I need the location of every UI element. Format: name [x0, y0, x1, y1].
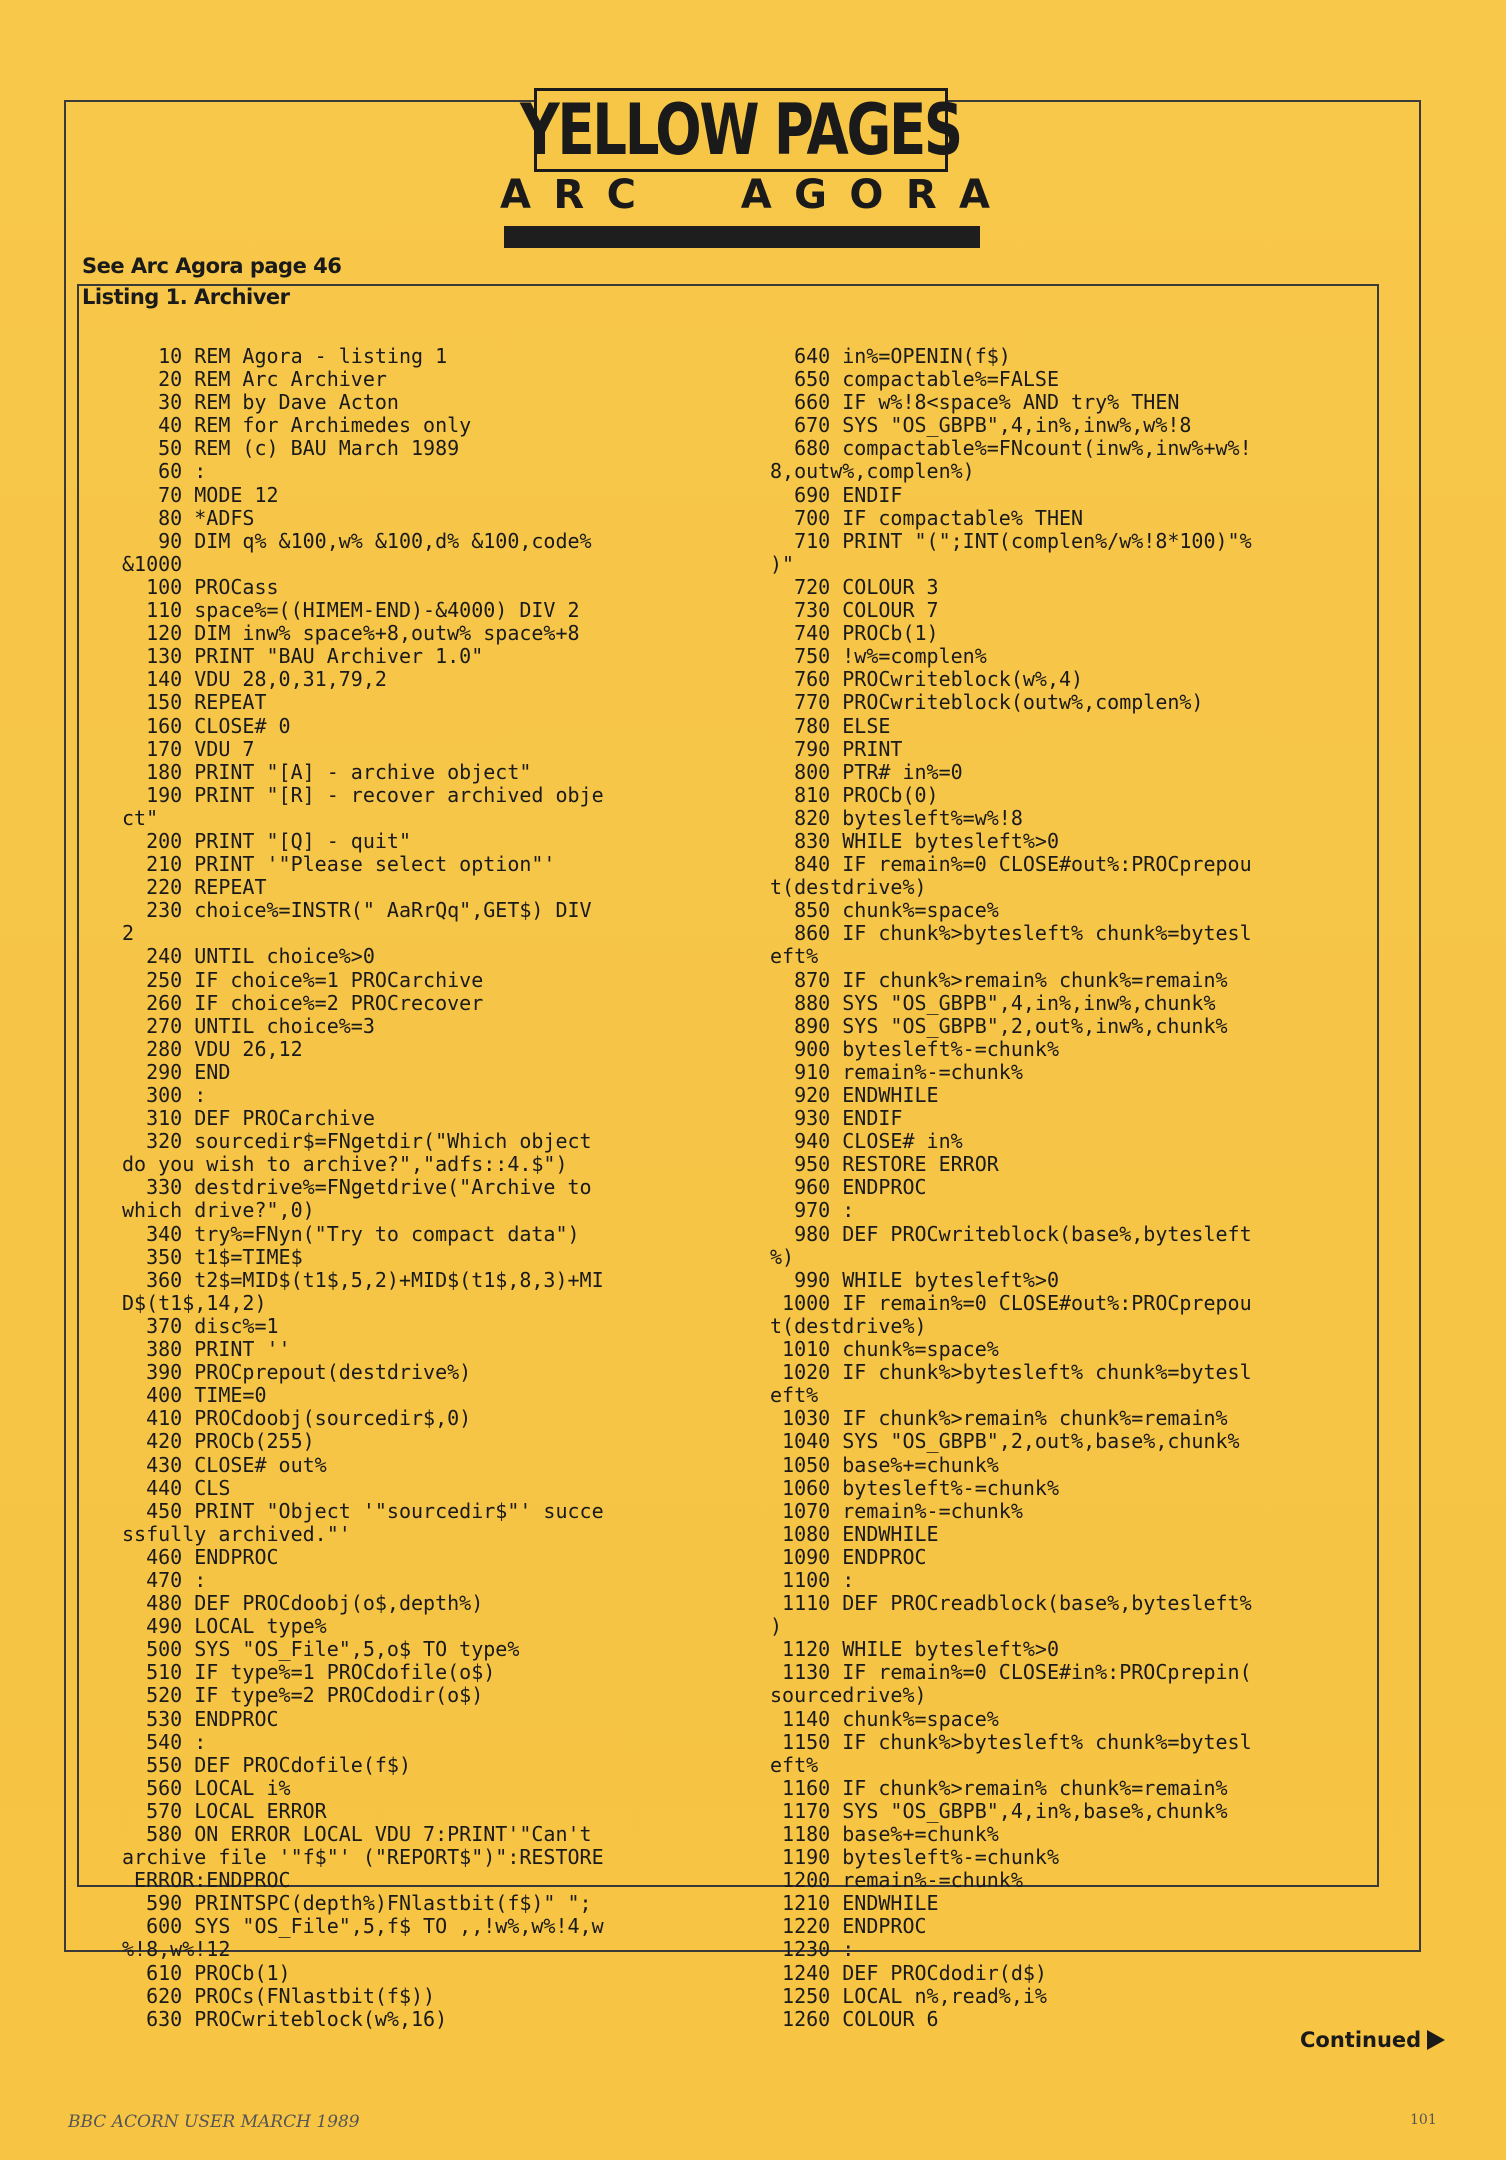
code-line: 740 PROCb(1): [770, 621, 939, 646]
masthead-title: YELLOW PAGES: [520, 89, 962, 171]
code-line: 390 PROCprepout(destdrive%): [122, 1360, 472, 1385]
code-line: 850 chunk%=space%: [770, 898, 999, 923]
code-line: 120 DIM inw% space%+8,outw% space%+8: [122, 621, 580, 646]
code-line: &1000: [122, 551, 183, 576]
code-line: 810 PROCb(0): [770, 782, 939, 807]
code-line: 630 PROCwriteblock(w%,16): [122, 2006, 448, 2031]
code-line: 620 PROCs(FNlastbit(f$)): [122, 1983, 436, 2008]
code-line: 1000 IF remain%=0 CLOSE#out%:PROCprepou: [770, 1290, 1252, 1315]
section-letter: R: [905, 172, 937, 218]
code-line: 1020 IF chunk%>bytesleft% chunk%=bytesl: [770, 1360, 1252, 1385]
code-line: 90 DIM q% &100,w% &100,d% &100,code%: [122, 528, 592, 553]
code-line: 480 DEF PROCdoobj(o$,depth%): [122, 1591, 484, 1616]
code-line: 770 PROCwriteblock(outw%,complen%): [770, 690, 1204, 715]
continued-label: Continued: [1300, 2028, 1422, 2052]
code-line: 1060 bytesleft%-=chunk%: [770, 1475, 1059, 1500]
code-line: 250 IF choice%=1 PROCarchive: [122, 967, 484, 992]
code-line: 320 sourcedir$=FNgetdir("Which object: [122, 1129, 592, 1154]
section-letter: O: [849, 172, 884, 218]
code-line: 540 :: [122, 1729, 207, 1754]
code-line: 70 MODE 12: [122, 482, 279, 507]
code-line: 2: [122, 921, 135, 946]
code-line: 760 PROCwriteblock(w%,4): [770, 667, 1084, 692]
code-line: 820 bytesleft%=w%!8: [770, 805, 1023, 830]
code-line: 1010 chunk%=space%: [770, 1337, 999, 1362]
code-line: 1030 IF chunk%>remain% chunk%=remain%: [770, 1406, 1228, 1431]
code-line: 210 PRINT '"Please select option"': [122, 852, 556, 877]
code-line: 420 PROCb(255): [122, 1429, 315, 1454]
code-line: 330 destdrive%=FNgetdrive("Archive to: [122, 1175, 592, 1200]
code-line: ssfully archived."': [122, 1521, 351, 1546]
code-line: 580 ON ERROR LOCAL VDU 7:PRINT'"Can't: [122, 1822, 592, 1846]
code-line: 160 CLOSE# 0: [122, 713, 291, 738]
code-line: 940 CLOSE# in%: [770, 1129, 963, 1154]
section-letter: A: [959, 172, 990, 218]
code-line: 190 PRINT "[R] - recover archived obje: [122, 782, 604, 807]
code-line: 170 VDU 7: [122, 736, 255, 761]
code-line: 280 VDU 26,12: [122, 1036, 303, 1061]
code-line: archive file '"f$"' ("REPORT$")":RESTORE: [122, 1845, 604, 1870]
code-line: 240 UNTIL choice%>0: [122, 944, 375, 969]
code-line: 1210 ENDWHILE: [770, 1891, 939, 1916]
code-line: 450 PRINT "Object '"sourcedir$"' succe: [122, 1498, 604, 1523]
code-line: 1130 IF remain%=0 CLOSE#in%:PROCprepin(: [770, 1660, 1252, 1685]
code-line: sourcedrive%): [770, 1683, 927, 1708]
header-rule: [504, 226, 980, 248]
code-line: 1140 chunk%=space%: [770, 1706, 999, 1731]
code-line: )": [770, 551, 795, 576]
code-line: 1180 base%+=chunk%: [770, 1822, 999, 1846]
code-line: 600 SYS "OS_File",5,f$ TO ,,!w%,w%!4,w: [122, 1914, 604, 1939]
code-line: D$(t1$,14,2): [122, 1290, 267, 1315]
code-line: eft%: [770, 944, 819, 969]
code-line: 380 PRINT '': [122, 1337, 291, 1362]
code-line: 1070 remain%-=chunk%: [770, 1498, 1023, 1523]
see-reference: See Arc Agora page 46: [82, 254, 342, 278]
code-line: 880 SYS "OS_GBPB",4,in%,inw%,chunk%: [770, 990, 1216, 1015]
code-line: 1160 IF chunk%>remain% chunk%=remain%: [770, 1775, 1228, 1800]
code-line: 490 LOCAL type%: [122, 1614, 327, 1639]
code-line: 830 WHILE bytesleft%>0: [770, 828, 1059, 853]
section-letter: A: [500, 172, 531, 218]
code-line: 790 PRINT: [770, 736, 903, 761]
code-line: 440 CLS: [122, 1475, 231, 1500]
code-line: 1150 IF chunk%>bytesleft% chunk%=bytesl: [770, 1729, 1252, 1754]
code-line: do you wish to archive?","adfs::4.$"): [122, 1152, 568, 1177]
code-line: 150 REPEAT: [122, 690, 267, 715]
code-line: %): [770, 1244, 795, 1269]
code-line: 40 REM for Archimedes only: [122, 413, 472, 438]
listing-title: Listing 1. Archiver: [82, 285, 290, 309]
code-line: 270 UNTIL choice%=3: [122, 1013, 375, 1038]
code-line: ERROR:ENDPROC: [122, 1868, 291, 1893]
code-line: 1190 bytesleft%-=chunk%: [770, 1845, 1059, 1870]
code-line: 800 PTR# in%=0: [770, 759, 963, 784]
code-column-right: [770, 345, 1360, 2031]
code-line: 670 SYS "OS_GBPB",4,in%,inw%,w%!8: [770, 413, 1192, 438]
code-line: 410 PROCdoobj(sourcedir$,0): [122, 1406, 472, 1431]
code-line: 1120 WHILE bytesleft%>0: [770, 1637, 1059, 1662]
code-line: 100 PROCass: [122, 574, 279, 599]
continued-marker: [1300, 2028, 1445, 2052]
code-line: 690 ENDIF: [770, 482, 903, 507]
code-line: 950 RESTORE ERROR: [770, 1152, 999, 1177]
code-line: 60 :: [122, 459, 207, 484]
code-line: 460 ENDPROC: [122, 1544, 279, 1569]
code-line: 80 *ADFS: [122, 505, 255, 530]
code-line: eft%: [770, 1383, 819, 1408]
section-letter: G: [794, 172, 827, 218]
code-line: 840 IF remain%=0 CLOSE#out%:PROCprepou: [770, 852, 1252, 877]
code-line: 350 t1$=TIME$: [122, 1244, 303, 1269]
code-line: 930 ENDIF: [770, 1106, 903, 1131]
code-line: 1250 LOCAL n%,read%,i%: [770, 1983, 1047, 2008]
code-line: 710 PRINT "(";INT(complen%/w%!8*100)"%: [770, 528, 1252, 553]
code-line: 1200 remain%-=chunk%: [770, 1868, 1023, 1893]
code-line: ): [770, 1614, 783, 1639]
footer-publication: BBC ACORN USER MARCH 1989: [68, 2112, 360, 2132]
code-line: 140 VDU 28,0,31,79,2: [122, 667, 387, 692]
code-line: t(destdrive%): [770, 875, 927, 900]
code-line: 530 ENDPROC: [122, 1706, 279, 1731]
code-line: 860 IF chunk%>bytesleft% chunk%=bytesl: [770, 921, 1252, 946]
code-line: 780 ELSE: [770, 713, 891, 738]
code-line: 200 PRINT "[Q] - quit": [122, 828, 411, 853]
code-line: 700 IF compactable% THEN: [770, 505, 1084, 530]
code-line: 300 :: [122, 1083, 207, 1107]
code-line: 550 DEF PROCdofile(f$): [122, 1752, 411, 1777]
code-line: 1100 :: [770, 1567, 855, 1592]
arrow-right-icon: [1427, 2030, 1445, 2050]
section-letter: A: [740, 172, 772, 218]
code-line: 1230 :: [770, 1937, 855, 1962]
code-line: 990 WHILE bytesleft%>0: [770, 1267, 1059, 1292]
code-line: 370 disc%=1: [122, 1313, 279, 1338]
code-line: 30 REM by Dave Acton: [122, 390, 399, 415]
section-letter: C: [606, 172, 636, 218]
code-line: 230 choice%=INSTR(" AaRrQq",GET$) DIV: [122, 898, 592, 923]
code-line: 360 t2$=MID$(t1$,5,2)+MID$(t1$,8,3)+MI: [122, 1267, 604, 1292]
code-line: 570 LOCAL ERROR: [122, 1798, 327, 1823]
code-line: 510 IF type%=1 PROCdofile(o$): [122, 1660, 496, 1685]
code-line: 980 DEF PROCwriteblock(base%,bytesleft: [770, 1221, 1252, 1246]
code-line: 1050 base%+=chunk%: [770, 1452, 999, 1477]
code-line: 180 PRINT "[A] - archive object": [122, 759, 532, 784]
code-line: t(destdrive%): [770, 1313, 927, 1338]
code-line: 50 REM (c) BAU March 1989: [122, 436, 460, 461]
code-line: 130 PRINT "BAU Archiver 1.0": [122, 644, 484, 669]
code-line: ct": [122, 805, 159, 830]
code-line: 220 REPEAT: [122, 875, 267, 900]
code-line: 560 LOCAL i%: [122, 1775, 291, 1800]
code-line: 8,outw%,complen%): [770, 459, 975, 484]
code-line: 640 in%=OPENIN(f$): [770, 344, 1011, 368]
code-line: 1220 ENDPROC: [770, 1914, 927, 1939]
masthead-box: [520, 88, 962, 172]
code-line: 590 PRINTSPC(depth%)FNlastbit(f$)" ";: [122, 1891, 592, 1916]
code-line: 960 ENDPROC: [770, 1175, 927, 1200]
code-line: 1170 SYS "OS_GBPB",4,in%,base%,chunk%: [770, 1798, 1228, 1823]
code-line: eft%: [770, 1752, 819, 1777]
code-line: 1090 ENDPROC: [770, 1544, 927, 1569]
code-column-left: [122, 345, 682, 2031]
code-line: 900 bytesleft%-=chunk%: [770, 1036, 1059, 1061]
code-line: 340 try%=FNyn("Try to compact data"): [122, 1221, 580, 1246]
section-letter: R: [553, 172, 585, 218]
code-line: 500 SYS "OS_File",5,o$ TO type%: [122, 1637, 520, 1662]
code-line: 870 IF chunk%>remain% chunk%=remain%: [770, 967, 1228, 992]
code-line: 290 END: [122, 1059, 231, 1084]
code-line: which drive?",0): [122, 1198, 315, 1223]
code-line: 10 REM Agora - listing 1: [122, 344, 448, 368]
code-line: 890 SYS "OS_GBPB",2,out%,inw%,chunk%: [770, 1013, 1228, 1038]
page-number: 101: [1410, 2112, 1437, 2128]
code-line: 520 IF type%=2 PROCdodir(o$): [122, 1683, 484, 1708]
code-line: 750 !w%=complen%: [770, 644, 987, 669]
code-line: 20 REM Arc Archiver: [122, 367, 387, 392]
code-line: 970 :: [770, 1198, 855, 1223]
code-line: 1260 COLOUR 6: [770, 2006, 939, 2031]
section-name: [500, 170, 990, 220]
code-line: 1240 DEF PROCdodir(d$): [770, 1960, 1047, 1985]
code-line: 430 CLOSE# out%: [122, 1452, 327, 1477]
code-line: 920 ENDWHILE: [770, 1083, 939, 1107]
code-line: 470 :: [122, 1567, 207, 1592]
code-line: 1040 SYS "OS_GBPB",2,out%,base%,chunk%: [770, 1429, 1240, 1454]
code-line: 650 compactable%=FALSE: [770, 367, 1059, 392]
code-line: 910 remain%-=chunk%: [770, 1059, 1023, 1084]
code-line: 1110 DEF PROCreadblock(base%,bytesleft%: [770, 1591, 1252, 1616]
code-line: 720 COLOUR 3: [770, 574, 939, 599]
code-line: 610 PROCb(1): [122, 1960, 291, 1985]
code-line: 310 DEF PROCarchive: [122, 1106, 375, 1131]
code-line: 680 compactable%=FNcount(inw%,inw%+w%!: [770, 436, 1252, 461]
code-line: %!8,w%!12: [122, 1937, 231, 1962]
code-line: 660 IF w%!8<space% AND try% THEN: [770, 390, 1180, 415]
code-line: 260 IF choice%=2 PROCrecover: [122, 990, 484, 1015]
code-line: 1080 ENDWHILE: [770, 1521, 939, 1546]
code-line: 110 space%=((HIMEM-END)-&4000) DIV 2: [122, 598, 580, 623]
code-line: 730 COLOUR 7: [770, 598, 939, 623]
code-line: 400 TIME=0: [122, 1383, 267, 1408]
